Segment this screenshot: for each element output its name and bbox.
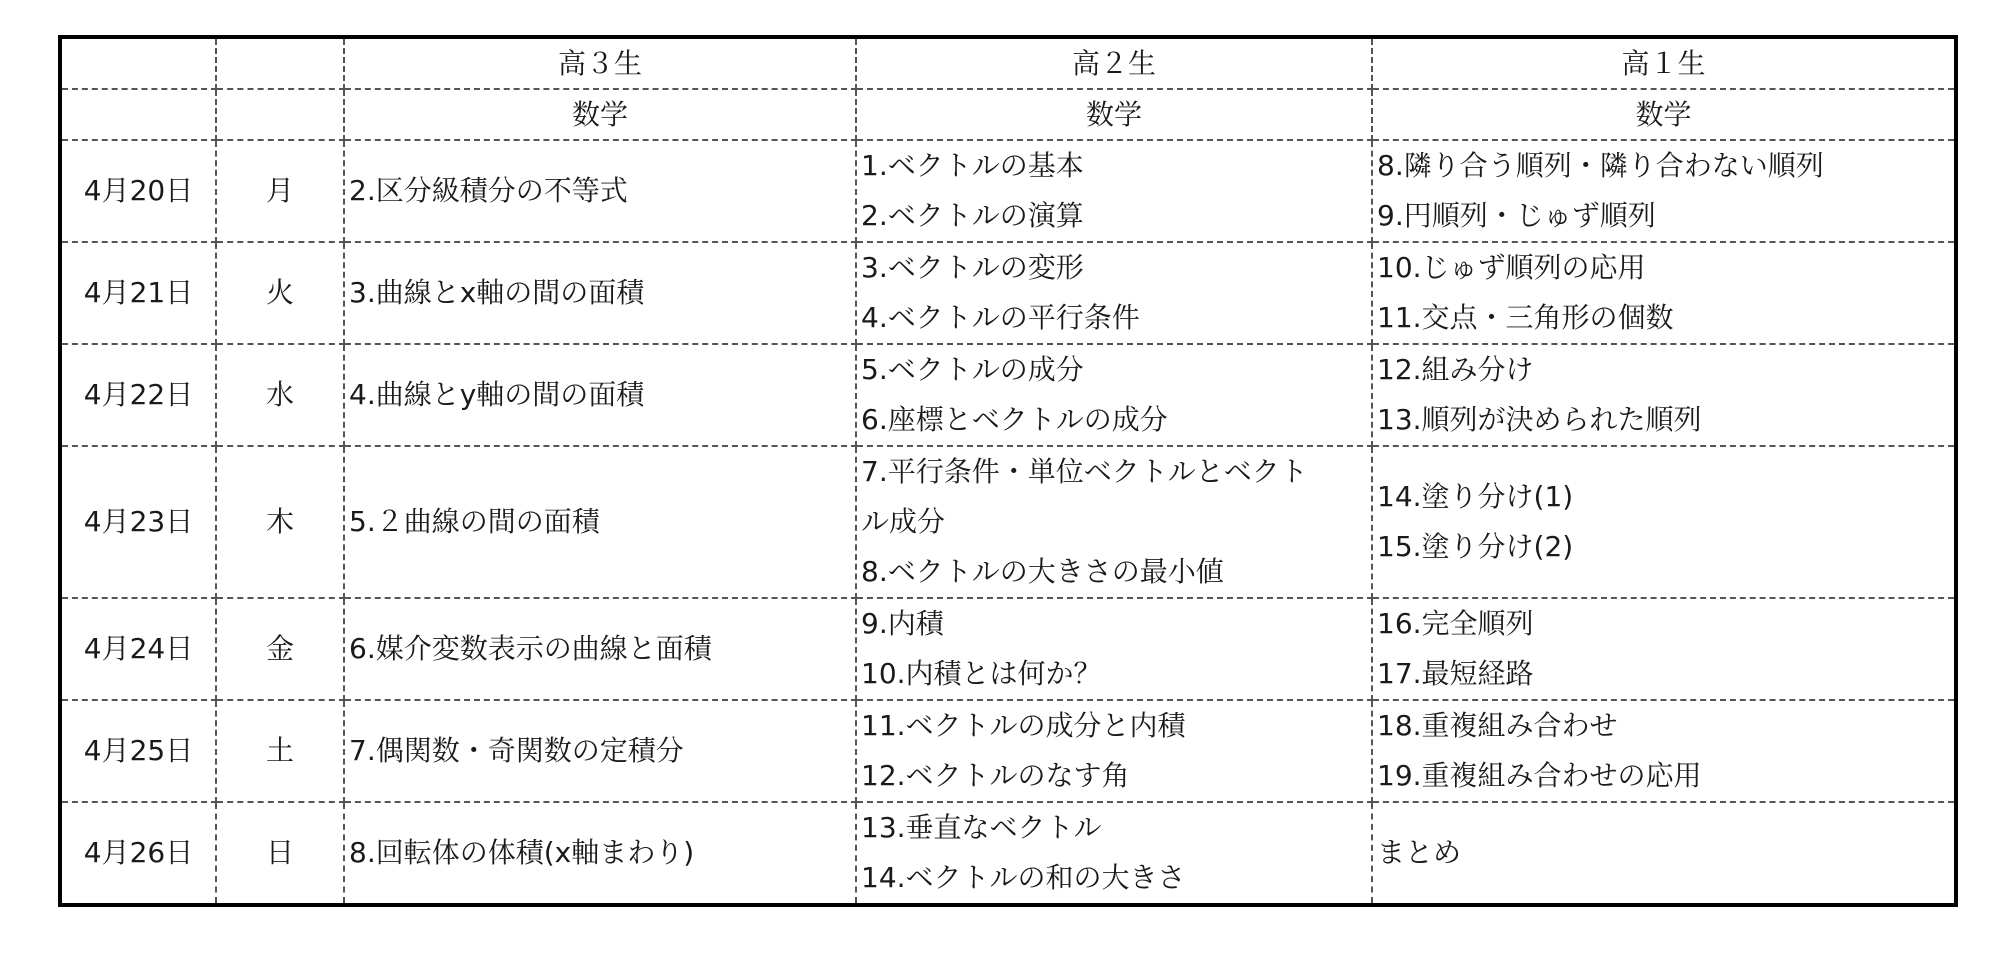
weekday-cell: 水 [216, 344, 344, 446]
schedule-row [60, 700, 1956, 802]
topic-cell-g2 [856, 344, 1372, 446]
schedule-table [58, 35, 1958, 907]
header-grade1: 高１生 [1372, 37, 1956, 89]
topic-line: 9.内積 [861, 607, 944, 640]
topic-line: 12.組み分け [1377, 353, 1534, 386]
topic-line: 11.交点・三角形の個数 [1377, 301, 1674, 334]
topic-cell-g3 [344, 242, 856, 344]
topic-line: 19.重複組み合わせの応用 [1377, 759, 1702, 792]
date-cell: 4月26日 [60, 802, 216, 905]
date-cell: 4月23日 [60, 446, 216, 598]
topic-line: 6.座標とベクトルの成分 [861, 403, 1168, 436]
schedule-row [60, 446, 1956, 598]
topic-line: 14.ベクトルの和の大きさ [861, 861, 1186, 894]
topic-line: 5.ベクトルの成分 [861, 353, 1084, 386]
topic-line: 10.じゅず順列の応用 [1377, 251, 1646, 284]
topic-line: 14.塗り分け(1) [1377, 480, 1574, 513]
topic-cell-g2 [856, 700, 1372, 802]
topic-line: 5.２曲線の間の面積 [349, 505, 600, 538]
date-cell: 4月20日 [60, 140, 216, 242]
topic-line: 8.回転体の体積(x軸まわり) [349, 836, 695, 869]
subject-grade3: 数学 [344, 89, 856, 140]
topic-line: 3.ベクトルの変形 [861, 251, 1084, 284]
topic-line: ル成分 [861, 505, 946, 538]
topic-line: 13.順列が決められた順列 [1377, 403, 1702, 436]
topic-cell-g2 [856, 802, 1372, 905]
topic-line: 2.ベクトルの演算 [861, 199, 1084, 232]
weekday-cell: 日 [216, 802, 344, 905]
weekday-cell: 木 [216, 446, 344, 598]
topic-line: 12.ベクトルのなす角 [861, 759, 1130, 792]
topic-cell-g1 [1372, 242, 1956, 344]
topic-line: 4.ベクトルの平行条件 [861, 301, 1140, 334]
topic-line: 7.平行条件・単位ベクトルとベクト [861, 455, 1308, 488]
topic-line: 17.最短経路 [1377, 657, 1534, 690]
topic-cell-g1 [1372, 802, 1956, 905]
topic-cell-g2 [856, 140, 1372, 242]
topic-cell-g3 [344, 598, 856, 700]
subject-grade1: 数学 [1372, 89, 1956, 140]
header-grade3: 高３生 [344, 37, 856, 89]
topic-cell-g1 [1372, 446, 1956, 598]
schedule-row [60, 242, 1956, 344]
topic-cell-g1 [1372, 140, 1956, 242]
topic-line: 11.ベクトルの成分と内積 [861, 709, 1186, 742]
topic-line: 1.ベクトルの基本 [861, 149, 1084, 182]
date-cell: 4月24日 [60, 598, 216, 700]
schedule-body [60, 37, 1956, 905]
schedule-row [60, 344, 1956, 446]
topic-line: 6.媒介変数表示の曲線と面積 [349, 632, 712, 665]
subject-grade2: 数学 [856, 89, 1372, 140]
schedule-row [60, 802, 1956, 905]
topic-line: 13.垂直なベクトル [861, 811, 1102, 844]
topic-cell-g2 [856, 242, 1372, 344]
topic-cell-g1 [1372, 344, 1956, 446]
schedule-row [60, 598, 1956, 700]
topic-cell-g2 [856, 446, 1372, 598]
weekday-cell: 月 [216, 140, 344, 242]
topic-line: 9.円順列・じゅず順列 [1377, 199, 1656, 232]
topic-cell-g3 [344, 140, 856, 242]
topic-line: 15.塗り分け(2) [1377, 530, 1574, 563]
topic-cell-g3 [344, 802, 856, 905]
topic-cell-g1 [1372, 700, 1956, 802]
topic-line: まとめ [1377, 836, 1462, 869]
subject-header-row [60, 89, 1956, 140]
topic-line: 2.区分級積分の不等式 [349, 174, 628, 207]
weekday-cell: 金 [216, 598, 344, 700]
weekday-cell: 土 [216, 700, 344, 802]
header-grade2: 高２生 [856, 37, 1372, 89]
topic-cell-g3 [344, 446, 856, 598]
topic-cell-g1 [1372, 598, 1956, 700]
topic-cell-g3 [344, 700, 856, 802]
topic-line: 4.曲線とy軸の間の面積 [349, 378, 645, 411]
subject-date-cell [60, 89, 216, 140]
topic-line: 7.偶関数・奇関数の定積分 [349, 734, 684, 767]
topic-line: 3.曲線とx軸の間の面積 [349, 276, 645, 309]
date-cell: 4月21日 [60, 242, 216, 344]
grade-header-row [60, 37, 1956, 89]
topic-line: 18.重複組み合わせ [1377, 709, 1618, 742]
topic-line: 8.隣り合う順列・隣り合わない順列 [1377, 149, 1824, 182]
topic-line: 16.完全順列 [1377, 607, 1534, 640]
date-cell: 4月22日 [60, 344, 216, 446]
topic-line: 10.内積とは何か？ [861, 657, 1102, 690]
date-cell: 4月25日 [60, 700, 216, 802]
schedule-row [60, 140, 1956, 242]
weekday-cell: 火 [216, 242, 344, 344]
header-weekday-cell [216, 37, 344, 89]
subject-weekday-cell [216, 89, 344, 140]
topic-cell-g3 [344, 344, 856, 446]
topic-line: 8.ベクトルの大きさの最小値 [861, 555, 1224, 588]
topic-cell-g2 [856, 598, 1372, 700]
header-date-cell [60, 37, 216, 89]
